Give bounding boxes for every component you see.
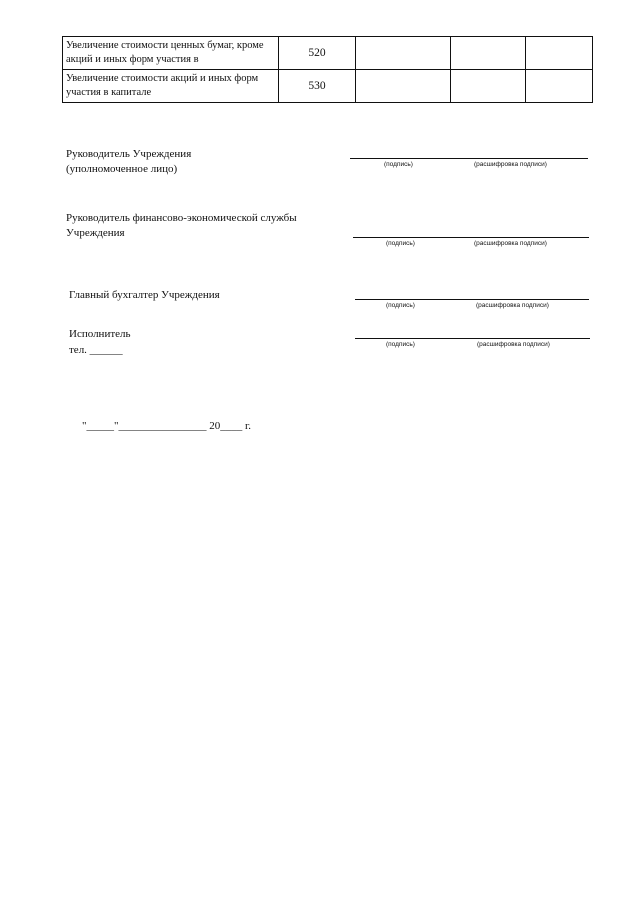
signer-title: Руководитель финансово-экономической службы [66,212,297,224]
signature-line [350,158,588,159]
signature-caption: (подпись) [386,341,415,348]
signer-subtitle: (уполномоченное лицо) [66,163,178,175]
signature-line [353,237,589,238]
row-name-cell: Увеличение стоимости акций и иных форм участия в капитале [63,70,279,103]
value-cell [356,37,451,70]
row-code-cell: 530 [279,70,356,103]
date-line: "_____"________________ 20____ г. [82,420,252,432]
phone-label: тел. ______ [69,344,123,356]
signer-title: Руководитель Учреждения [66,148,192,160]
value-cell [526,37,593,70]
signature-line [355,299,589,300]
decode-caption: (расшифровка подписи) [474,161,547,168]
signature-line [355,338,590,339]
signature-caption: (подпись) [384,161,413,168]
decode-caption: (расшифровка подписи) [474,240,547,247]
row-code-cell: 520 [279,37,356,70]
value-cell [451,37,526,70]
value-cell [356,70,451,103]
row-name-cell: Увеличение стоимости ценных бумаг, кроме акций и иных форм участия в [63,37,279,70]
signer-subtitle: Учреждения [66,227,125,239]
table-row [63,70,593,103]
signature-caption: (подпись) [386,302,415,309]
signer-title: Исполнитель [69,328,131,340]
indicators-table [62,36,593,103]
signer-title: Главный бухгалтер Учреждения [69,289,220,301]
value-cell [526,70,593,103]
value-cell [451,70,526,103]
decode-caption: (расшифровка подписи) [477,341,550,348]
decode-caption: (расшифровка подписи) [476,302,549,309]
signature-caption: (подпись) [386,240,415,247]
table-row [63,37,593,70]
